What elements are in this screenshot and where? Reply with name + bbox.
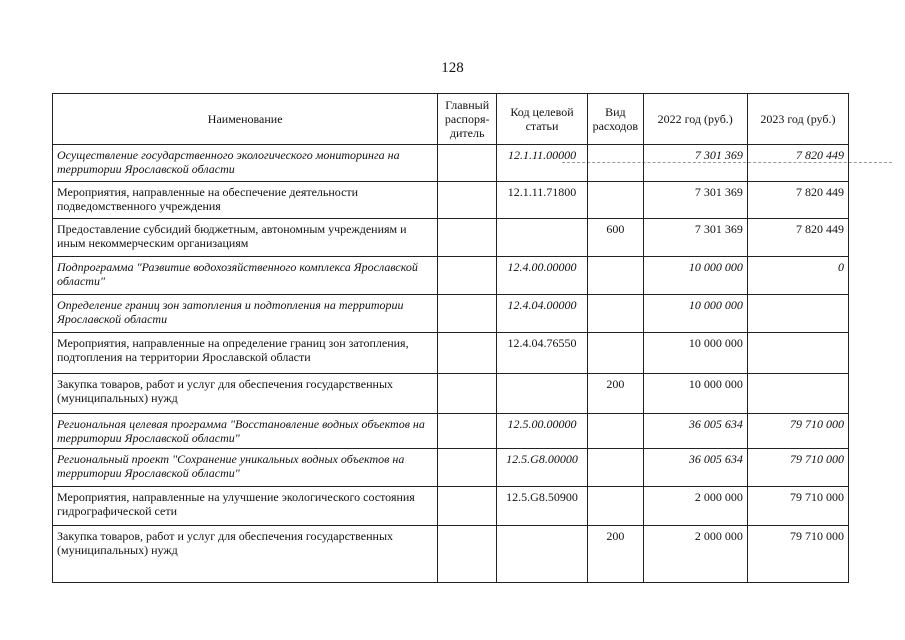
row-name-cell: Мероприятия, направленные на улучшение экологического состояния гидрографической сети — [53, 487, 438, 526]
row-type-cell — [588, 182, 644, 219]
row-2022-cell: 7 301 369 — [643, 182, 747, 219]
row-2023-cell: 7 820 449 — [747, 182, 848, 219]
row-code-cell — [497, 526, 588, 583]
table-body — [53, 145, 849, 583]
row-manager-cell — [438, 449, 497, 487]
row-2022-cell: 10 000 000 — [643, 257, 747, 295]
header-year-2022: 2022 год (руб.) — [643, 94, 747, 145]
row-code-cell: 12.5.00.00000 — [497, 414, 588, 449]
header-target-code: Код целевой статьи — [497, 94, 588, 145]
row-code-cell: 12.4.00.00000 — [497, 257, 588, 295]
row-type-cell — [588, 333, 644, 374]
row-2023-cell: 79 710 000 — [747, 487, 848, 526]
row-code-cell: 12.5.G8.50900 — [497, 487, 588, 526]
header-main-manager: Главный распоря-дитель — [438, 94, 497, 145]
row-name-cell: Подпрограмма "Развитие водохозяйственного комплекса Ярославской области" — [53, 257, 438, 295]
row-name-cell: Предоставление субсидий бюджетным, автономным учреждениям и иным некоммерческим организациям — [53, 219, 438, 257]
row-2023-cell — [747, 374, 848, 414]
row-type-cell: 200 — [588, 374, 644, 414]
row-2022-cell: 10 000 000 — [643, 295, 747, 333]
row-2022-cell: 7 301 369 — [643, 219, 747, 257]
header-expense-type: Вид расходов — [588, 94, 644, 145]
row-code-cell: 12.4.04.76550 — [497, 333, 588, 374]
row-name-cell: Закупка товаров, работ и услуг для обеспечения государственных (муниципальных) нужд — [53, 374, 438, 414]
row-type-cell — [588, 145, 644, 182]
budget-table — [52, 93, 849, 583]
row-manager-cell — [438, 257, 497, 295]
row-code-cell: 12.1.11.00000 — [497, 145, 588, 182]
row-type-cell — [588, 487, 644, 526]
row-2022-cell: 2 000 000 — [643, 487, 747, 526]
row-type-cell: 600 — [588, 219, 644, 257]
table-row — [53, 295, 849, 333]
row-type-cell — [588, 449, 644, 487]
row-2023-cell — [747, 295, 848, 333]
row-code-cell — [497, 374, 588, 414]
row-2023-cell: 79 710 000 — [747, 526, 848, 583]
row-2023-cell: 0 — [747, 257, 848, 295]
row-2022-cell: 10 000 000 — [643, 374, 747, 414]
row-code-cell: 12.4.04.00000 — [497, 295, 588, 333]
table-row — [53, 414, 849, 449]
row-2022-cell: 36 005 634 — [643, 449, 747, 487]
row-manager-cell — [438, 414, 497, 449]
table-row — [53, 219, 849, 257]
row-manager-cell — [438, 487, 497, 526]
row-name-cell: Осуществление государственного экологического мониторинга на территории Ярославской области — [53, 145, 438, 182]
row-2023-cell: 79 710 000 — [747, 449, 848, 487]
row-manager-cell — [438, 333, 497, 374]
table-row — [53, 449, 849, 487]
table-header-row — [53, 94, 849, 145]
row-name-cell: Региональная целевая программа "Восстановление водных объектов на территории Ярославской области" — [53, 414, 438, 449]
table-row — [53, 487, 849, 526]
row-manager-cell — [438, 182, 497, 219]
row-code-cell: 12.1.11.71800 — [497, 182, 588, 219]
table-row — [53, 145, 849, 182]
row-type-cell: 200 — [588, 526, 644, 583]
table-row — [53, 333, 849, 374]
row-2023-cell: 7 820 449 — [747, 219, 848, 257]
table-row — [53, 374, 849, 414]
row-manager-cell — [438, 526, 497, 583]
page-number: 128 — [441, 60, 464, 76]
row-name-cell: Мероприятия, направленные на определение границ зон затопления, подтопления на территории Ярославской области — [53, 333, 438, 374]
header-year-2023: 2023 год (руб.) — [747, 94, 848, 145]
row-2023-cell — [747, 333, 848, 374]
header-name: Наименование — [53, 94, 438, 145]
row-manager-cell — [438, 374, 497, 414]
row-2022-cell: 7 301 369 — [643, 145, 747, 182]
row-2023-cell: 79 710 000 — [747, 414, 848, 449]
row-manager-cell — [438, 219, 497, 257]
row-name-cell: Мероприятия, направленные на обеспечение деятельности подведомственного учреждения — [53, 182, 438, 219]
row-type-cell — [588, 414, 644, 449]
row-code-cell: 12.5.G8.00000 — [497, 449, 588, 487]
row-manager-cell — [438, 295, 497, 333]
row-2022-cell: 36 005 634 — [643, 414, 747, 449]
row-manager-cell — [438, 145, 497, 182]
row-name-cell: Определение границ зон затопления и подтопления на территории Ярославской области — [53, 295, 438, 333]
table-row — [53, 257, 849, 295]
row-code-cell — [497, 219, 588, 257]
table-row — [53, 182, 849, 219]
row-name-cell: Закупка товаров, работ и услуг для обеспечения государственных (муниципальных) нужд — [53, 526, 438, 583]
table-row — [53, 526, 849, 583]
row-2022-cell: 10 000 000 — [643, 333, 747, 374]
row-type-cell — [588, 257, 644, 295]
row-type-cell — [588, 295, 644, 333]
row-2023-cell: 7 820 449 — [747, 145, 848, 182]
row-2022-cell: 2 000 000 — [643, 526, 747, 583]
row-name-cell: Региональный проект "Сохранение уникальных водных объектов на территории Ярославской области" — [53, 449, 438, 487]
